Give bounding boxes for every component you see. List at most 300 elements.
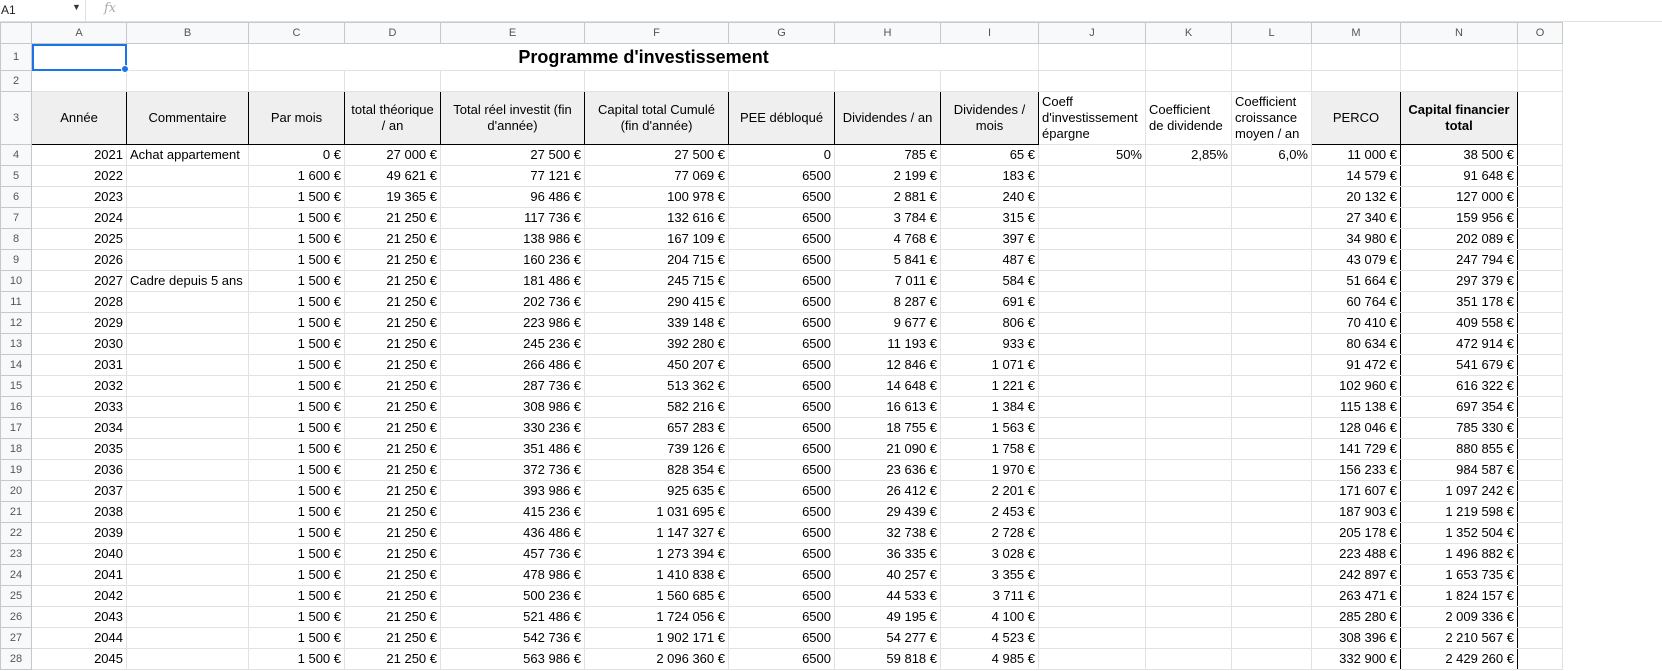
row-header[interactable]: 1	[1, 44, 32, 71]
cell[interactable]	[1518, 355, 1563, 376]
value-cell[interactable]: 21 250 €	[345, 250, 441, 271]
cell[interactable]	[1312, 71, 1401, 92]
value-cell[interactable]: 1 500 €	[249, 334, 345, 355]
value-cell[interactable]: 21 250 €	[345, 628, 441, 649]
value-cell[interactable]: 2034	[32, 418, 127, 439]
comment-cell[interactable]: Cadre depuis 5 ans	[127, 271, 249, 292]
capital-total-cell[interactable]: 1 496 882 €	[1401, 544, 1518, 565]
comment-cell[interactable]	[127, 460, 249, 481]
page-title[interactable]: Programme d'investissement	[249, 44, 1039, 71]
cell[interactable]	[1518, 334, 1563, 355]
cell[interactable]	[1146, 187, 1232, 208]
value-cell[interactable]: 6500	[729, 355, 835, 376]
value-cell[interactable]: 6500	[729, 481, 835, 502]
column-header-L[interactable]: L	[1232, 23, 1312, 44]
value-cell[interactable]: 828 354 €	[585, 460, 729, 481]
value-cell[interactable]: 6500	[729, 460, 835, 481]
value-cell[interactable]: 27 500 €	[441, 145, 585, 166]
value-cell[interactable]: 2030	[32, 334, 127, 355]
perco-cell[interactable]: 34 980 €	[1312, 229, 1401, 250]
value-cell[interactable]: 2 881 €	[835, 187, 941, 208]
cell[interactable]	[1518, 523, 1563, 544]
row-header[interactable]: 27	[1, 628, 32, 649]
comment-cell[interactable]	[127, 250, 249, 271]
comment-cell[interactable]	[127, 649, 249, 670]
cell[interactable]	[1518, 439, 1563, 460]
value-cell[interactable]: 132 616 €	[585, 208, 729, 229]
row-header[interactable]: 12	[1, 313, 32, 334]
cell[interactable]	[1518, 145, 1563, 166]
cell[interactable]	[1146, 397, 1232, 418]
value-cell[interactable]: 9 677 €	[835, 313, 941, 334]
value-cell[interactable]: 450 207 €	[585, 355, 729, 376]
value-cell[interactable]: 1 384 €	[941, 397, 1039, 418]
perco-cell[interactable]: 70 410 €	[1312, 313, 1401, 334]
cell[interactable]	[1518, 565, 1563, 586]
cell[interactable]	[1039, 649, 1146, 670]
value-cell[interactable]: 245 715 €	[585, 271, 729, 292]
value-cell[interactable]: 4 523 €	[941, 628, 1039, 649]
cell[interactable]	[1146, 523, 1232, 544]
cell[interactable]	[127, 44, 249, 71]
row-header[interactable]: 17	[1, 418, 32, 439]
value-cell[interactable]: 49 195 €	[835, 607, 941, 628]
value-cell[interactable]: 1 560 685 €	[585, 586, 729, 607]
coeff-dividende-cell[interactable]: 2,85%	[1146, 145, 1232, 166]
cell[interactable]	[1518, 166, 1563, 187]
capital-total-cell[interactable]: 697 354 €	[1401, 397, 1518, 418]
comment-cell[interactable]	[127, 418, 249, 439]
cell[interactable]	[1146, 313, 1232, 334]
capital-total-cell[interactable]: 91 648 €	[1401, 166, 1518, 187]
value-cell[interactable]: 183 €	[941, 166, 1039, 187]
cell[interactable]	[1518, 44, 1563, 71]
value-cell[interactable]: 2042	[32, 586, 127, 607]
value-cell[interactable]: 40 257 €	[835, 565, 941, 586]
capital-total-cell[interactable]: 2 210 567 €	[1401, 628, 1518, 649]
value-cell[interactable]: 21 250 €	[345, 523, 441, 544]
row-header[interactable]: 26	[1, 607, 32, 628]
value-cell[interactable]: 1 500 €	[249, 187, 345, 208]
value-cell[interactable]: 657 283 €	[585, 418, 729, 439]
cell[interactable]	[1146, 376, 1232, 397]
comment-cell[interactable]	[127, 397, 249, 418]
cell[interactable]	[441, 71, 585, 92]
value-cell[interactable]: 392 280 €	[585, 334, 729, 355]
cell[interactable]	[1518, 92, 1563, 145]
value-cell[interactable]: 1 500 €	[249, 544, 345, 565]
cell[interactable]	[1518, 649, 1563, 670]
value-cell[interactable]: 1 902 171 €	[585, 628, 729, 649]
row-header[interactable]: 6	[1, 187, 32, 208]
value-cell[interactable]: 308 986 €	[441, 397, 585, 418]
capital-total-cell[interactable]: 127 000 €	[1401, 187, 1518, 208]
cell[interactable]	[1232, 481, 1312, 502]
cell[interactable]	[1232, 229, 1312, 250]
value-cell[interactable]: 415 236 €	[441, 502, 585, 523]
value-cell[interactable]: 3 355 €	[941, 565, 1039, 586]
cell[interactable]	[1039, 397, 1146, 418]
cell[interactable]	[1039, 481, 1146, 502]
cell[interactable]	[1232, 292, 1312, 313]
value-cell[interactable]: 339 148 €	[585, 313, 729, 334]
perco-cell[interactable]: 102 960 €	[1312, 376, 1401, 397]
perco-cell[interactable]: 128 046 €	[1312, 418, 1401, 439]
perco-cell[interactable]: 187 903 €	[1312, 502, 1401, 523]
value-cell[interactable]: 8 287 €	[835, 292, 941, 313]
value-cell[interactable]: 2036	[32, 460, 127, 481]
cell[interactable]	[1039, 292, 1146, 313]
value-cell[interactable]: 26 412 €	[835, 481, 941, 502]
value-cell[interactable]: 19 365 €	[345, 187, 441, 208]
value-cell[interactable]: 21 250 €	[345, 481, 441, 502]
value-cell[interactable]: 351 486 €	[441, 439, 585, 460]
value-cell[interactable]: 1 500 €	[249, 418, 345, 439]
value-cell[interactable]: 1 500 €	[249, 397, 345, 418]
capital-total-cell[interactable]: 1 824 157 €	[1401, 586, 1518, 607]
cell[interactable]	[1518, 271, 1563, 292]
perco-cell[interactable]: 91 472 €	[1312, 355, 1401, 376]
value-cell[interactable]: 457 736 €	[441, 544, 585, 565]
value-cell[interactable]: 1 500 €	[249, 229, 345, 250]
coeff-croissance-cell[interactable]: 6,0%	[1232, 145, 1312, 166]
cell[interactable]	[1039, 460, 1146, 481]
cell[interactable]	[1232, 376, 1312, 397]
row-header[interactable]: 2	[1, 71, 32, 92]
value-cell[interactable]: 5 841 €	[835, 250, 941, 271]
cell[interactable]	[1518, 607, 1563, 628]
cell[interactable]	[1232, 649, 1312, 670]
perco-cell[interactable]: 156 233 €	[1312, 460, 1401, 481]
value-cell[interactable]: 925 635 €	[585, 481, 729, 502]
perco-cell[interactable]: 223 488 €	[1312, 544, 1401, 565]
value-cell[interactable]: 65 €	[941, 145, 1039, 166]
value-cell[interactable]: 202 736 €	[441, 292, 585, 313]
cell[interactable]	[1146, 355, 1232, 376]
value-cell[interactable]: 2037	[32, 481, 127, 502]
value-cell[interactable]: 77 121 €	[441, 166, 585, 187]
cell[interactable]	[941, 71, 1039, 92]
value-cell[interactable]: 6500	[729, 313, 835, 334]
value-cell[interactable]: 542 736 €	[441, 628, 585, 649]
value-cell[interactable]: 21 090 €	[835, 439, 941, 460]
value-cell[interactable]: 6500	[729, 271, 835, 292]
value-cell[interactable]: 21 250 €	[345, 565, 441, 586]
value-cell[interactable]: 739 126 €	[585, 439, 729, 460]
value-cell[interactable]: 2029	[32, 313, 127, 334]
value-cell[interactable]: 2 728 €	[941, 523, 1039, 544]
value-cell[interactable]: 23 636 €	[835, 460, 941, 481]
row-header[interactable]: 20	[1, 481, 32, 502]
cell[interactable]	[1146, 418, 1232, 439]
value-cell[interactable]: 3 711 €	[941, 586, 1039, 607]
value-cell[interactable]: 117 736 €	[441, 208, 585, 229]
row-header[interactable]: 25	[1, 586, 32, 607]
value-cell[interactable]: 21 250 €	[345, 355, 441, 376]
column-header-H[interactable]: H	[835, 23, 941, 44]
value-cell[interactable]: 2021	[32, 145, 127, 166]
row-header[interactable]: 11	[1, 292, 32, 313]
cell[interactable]	[1039, 334, 1146, 355]
capital-total-cell[interactable]: 1 219 598 €	[1401, 502, 1518, 523]
value-cell[interactable]: 21 250 €	[345, 502, 441, 523]
capital-total-cell[interactable]: 297 379 €	[1401, 271, 1518, 292]
cell[interactable]	[1232, 187, 1312, 208]
value-cell[interactable]: 436 486 €	[441, 523, 585, 544]
cell[interactable]	[1039, 355, 1146, 376]
fill-handle[interactable]	[121, 65, 129, 73]
value-cell[interactable]: 29 439 €	[835, 502, 941, 523]
perco-cell[interactable]: 51 664 €	[1312, 271, 1401, 292]
perco-cell[interactable]: 205 178 €	[1312, 523, 1401, 544]
cell[interactable]	[1039, 71, 1146, 92]
value-cell[interactable]: 6500	[729, 334, 835, 355]
value-cell[interactable]: 287 736 €	[441, 376, 585, 397]
value-cell[interactable]: 582 216 €	[585, 397, 729, 418]
value-cell[interactable]: 14 648 €	[835, 376, 941, 397]
comment-cell[interactable]	[127, 208, 249, 229]
value-cell[interactable]: 2043	[32, 607, 127, 628]
comment-cell[interactable]	[127, 439, 249, 460]
cell[interactable]	[1039, 44, 1146, 71]
row-header[interactable]: 18	[1, 439, 32, 460]
value-cell[interactable]: 6500	[729, 418, 835, 439]
perco-cell[interactable]: 43 079 €	[1312, 250, 1401, 271]
cell[interactable]	[1146, 502, 1232, 523]
value-cell[interactable]: 2023	[32, 187, 127, 208]
cell[interactable]	[1039, 376, 1146, 397]
cell[interactable]	[1518, 71, 1563, 92]
value-cell[interactable]: 397 €	[941, 229, 1039, 250]
row-header[interactable]: 5	[1, 166, 32, 187]
comment-cell[interactable]	[127, 355, 249, 376]
value-cell[interactable]: 3 784 €	[835, 208, 941, 229]
value-cell[interactable]: 7 011 €	[835, 271, 941, 292]
column-title[interactable]: Commentaire	[127, 92, 249, 145]
perco-cell[interactable]: 171 607 €	[1312, 481, 1401, 502]
value-cell[interactable]: 6500	[729, 397, 835, 418]
row-header[interactable]: 21	[1, 502, 32, 523]
value-cell[interactable]: 54 277 €	[835, 628, 941, 649]
value-cell[interactable]: 181 486 €	[441, 271, 585, 292]
cell[interactable]	[1146, 208, 1232, 229]
value-cell[interactable]: 21 250 €	[345, 607, 441, 628]
value-cell[interactable]: 2024	[32, 208, 127, 229]
cell[interactable]	[1518, 187, 1563, 208]
cell[interactable]	[1232, 397, 1312, 418]
chevron-down-icon[interactable]: ▼	[72, 2, 81, 12]
value-cell[interactable]: 478 986 €	[441, 565, 585, 586]
cell[interactable]	[1039, 439, 1146, 460]
value-cell[interactable]: 1 221 €	[941, 376, 1039, 397]
cell[interactable]	[1518, 586, 1563, 607]
row-header[interactable]: 9	[1, 250, 32, 271]
value-cell[interactable]: 21 250 €	[345, 544, 441, 565]
column-header-A[interactable]: A	[32, 23, 127, 44]
perco-cell[interactable]: 263 471 €	[1312, 586, 1401, 607]
value-cell[interactable]: 21 250 €	[345, 460, 441, 481]
value-cell[interactable]: 245 236 €	[441, 334, 585, 355]
column-header-E[interactable]: E	[441, 23, 585, 44]
value-cell[interactable]: 2 096 360 €	[585, 649, 729, 670]
value-cell[interactable]: 500 236 €	[441, 586, 585, 607]
perco-cell[interactable]: 20 132 €	[1312, 187, 1401, 208]
row-header[interactable]: 16	[1, 397, 32, 418]
value-cell[interactable]: 44 533 €	[835, 586, 941, 607]
value-cell[interactable]: 21 250 €	[345, 586, 441, 607]
perco-cell[interactable]: 11 000 €	[1312, 145, 1401, 166]
comment-cell[interactable]	[127, 586, 249, 607]
row-header[interactable]: 13	[1, 334, 32, 355]
comment-cell[interactable]	[127, 376, 249, 397]
value-cell[interactable]: 21 250 €	[345, 292, 441, 313]
column-title[interactable]: Par mois	[249, 92, 345, 145]
comment-cell[interactable]	[127, 607, 249, 628]
cell[interactable]	[1146, 229, 1232, 250]
cell[interactable]	[1232, 439, 1312, 460]
value-cell[interactable]: 6500	[729, 502, 835, 523]
value-cell[interactable]: 2033	[32, 397, 127, 418]
value-cell[interactable]: 2027	[32, 271, 127, 292]
value-cell[interactable]: 4 985 €	[941, 649, 1039, 670]
column-header-I[interactable]: I	[941, 23, 1039, 44]
value-cell[interactable]: 6500	[729, 439, 835, 460]
value-cell[interactable]: 2 453 €	[941, 502, 1039, 523]
cell[interactable]	[1232, 523, 1312, 544]
perco-cell[interactable]: 141 729 €	[1312, 439, 1401, 460]
value-cell[interactable]: 11 193 €	[835, 334, 941, 355]
column-title[interactable]: Coeff d'investissement épargne	[1039, 92, 1146, 145]
cell[interactable]	[1146, 334, 1232, 355]
value-cell[interactable]: 100 978 €	[585, 187, 729, 208]
cell[interactable]	[1232, 460, 1312, 481]
value-cell[interactable]: 1 500 €	[249, 376, 345, 397]
cell[interactable]	[1232, 71, 1312, 92]
comment-cell[interactable]	[127, 628, 249, 649]
cell[interactable]	[1146, 271, 1232, 292]
comment-cell[interactable]	[127, 313, 249, 334]
value-cell[interactable]: 160 236 €	[441, 250, 585, 271]
value-cell[interactable]: 36 335 €	[835, 544, 941, 565]
cell[interactable]	[1232, 502, 1312, 523]
value-cell[interactable]: 1 071 €	[941, 355, 1039, 376]
column-header-F[interactable]: F	[585, 23, 729, 44]
value-cell[interactable]: 6500	[729, 565, 835, 586]
perco-cell[interactable]: 332 900 €	[1312, 649, 1401, 670]
comment-cell[interactable]	[127, 481, 249, 502]
column-title[interactable]: Capital financier total	[1401, 92, 1518, 145]
comment-cell[interactable]: Achat appartement	[127, 145, 249, 166]
value-cell[interactable]: 2045	[32, 649, 127, 670]
value-cell[interactable]: 2044	[32, 628, 127, 649]
value-cell[interactable]: 49 621 €	[345, 166, 441, 187]
value-cell[interactable]: 27 000 €	[345, 145, 441, 166]
value-cell[interactable]: 806 €	[941, 313, 1039, 334]
cell[interactable]	[1039, 565, 1146, 586]
perco-cell[interactable]: 14 579 €	[1312, 166, 1401, 187]
cell[interactable]	[1232, 44, 1312, 71]
value-cell[interactable]: 1 500 €	[249, 271, 345, 292]
cell[interactable]	[1232, 607, 1312, 628]
perco-cell[interactable]: 115 138 €	[1312, 397, 1401, 418]
cell[interactable]	[1232, 544, 1312, 565]
value-cell[interactable]: 2028	[32, 292, 127, 313]
cell[interactable]	[1146, 292, 1232, 313]
cell[interactable]	[1146, 460, 1232, 481]
capital-total-cell[interactable]: 1 097 242 €	[1401, 481, 1518, 502]
column-header-M[interactable]: M	[1312, 23, 1401, 44]
perco-cell[interactable]: 27 340 €	[1312, 208, 1401, 229]
value-cell[interactable]: 21 250 €	[345, 439, 441, 460]
value-cell[interactable]: 563 986 €	[441, 649, 585, 670]
value-cell[interactable]: 21 250 €	[345, 208, 441, 229]
value-cell[interactable]: 372 736 €	[441, 460, 585, 481]
value-cell[interactable]: 21 250 €	[345, 271, 441, 292]
value-cell[interactable]: 21 250 €	[345, 649, 441, 670]
column-header-N[interactable]: N	[1401, 23, 1518, 44]
value-cell[interactable]: 1 500 €	[249, 649, 345, 670]
capital-total-cell[interactable]: 472 914 €	[1401, 334, 1518, 355]
value-cell[interactable]: 1 500 €	[249, 355, 345, 376]
column-header-O[interactable]: O	[1518, 23, 1563, 44]
comment-cell[interactable]	[127, 502, 249, 523]
value-cell[interactable]: 16 613 €	[835, 397, 941, 418]
capital-total-cell[interactable]: 541 679 €	[1401, 355, 1518, 376]
value-cell[interactable]: 96 486 €	[441, 187, 585, 208]
value-cell[interactable]: 2 199 €	[835, 166, 941, 187]
value-cell[interactable]: 1 600 €	[249, 166, 345, 187]
value-cell[interactable]: 27 500 €	[585, 145, 729, 166]
cell[interactable]	[835, 71, 941, 92]
value-cell[interactable]: 32 738 €	[835, 523, 941, 544]
value-cell[interactable]: 2026	[32, 250, 127, 271]
value-cell[interactable]: 6500	[729, 523, 835, 544]
cell[interactable]	[1518, 460, 1563, 481]
capital-total-cell[interactable]: 984 587 €	[1401, 460, 1518, 481]
cell[interactable]	[1518, 376, 1563, 397]
value-cell[interactable]: 0	[729, 145, 835, 166]
comment-cell[interactable]	[127, 544, 249, 565]
cell[interactable]	[1232, 586, 1312, 607]
comment-cell[interactable]	[127, 187, 249, 208]
cell[interactable]	[1401, 71, 1518, 92]
cell[interactable]	[1146, 44, 1232, 71]
value-cell[interactable]: 1 500 €	[249, 439, 345, 460]
column-header-C[interactable]: C	[249, 23, 345, 44]
value-cell[interactable]: 6500	[729, 628, 835, 649]
value-cell[interactable]: 6500	[729, 187, 835, 208]
value-cell[interactable]: 1 273 394 €	[585, 544, 729, 565]
row-header[interactable]: 8	[1, 229, 32, 250]
row-header[interactable]: 23	[1, 544, 32, 565]
capital-total-cell[interactable]: 409 558 €	[1401, 313, 1518, 334]
cell[interactable]	[1146, 481, 1232, 502]
cell[interactable]	[1039, 271, 1146, 292]
value-cell[interactable]: 785 €	[835, 145, 941, 166]
value-cell[interactable]: 12 846 €	[835, 355, 941, 376]
cell[interactable]	[1232, 334, 1312, 355]
value-cell[interactable]: 290 415 €	[585, 292, 729, 313]
column-title[interactable]: Coefficient de dividende	[1146, 92, 1232, 145]
cell[interactable]	[1232, 313, 1312, 334]
cell[interactable]	[345, 71, 441, 92]
value-cell[interactable]: 0 €	[249, 145, 345, 166]
capital-total-cell[interactable]: 38 500 €	[1401, 145, 1518, 166]
value-cell[interactable]: 3 028 €	[941, 544, 1039, 565]
capital-total-cell[interactable]: 159 956 €	[1401, 208, 1518, 229]
cell[interactable]	[1518, 544, 1563, 565]
row-header[interactable]: 24	[1, 565, 32, 586]
